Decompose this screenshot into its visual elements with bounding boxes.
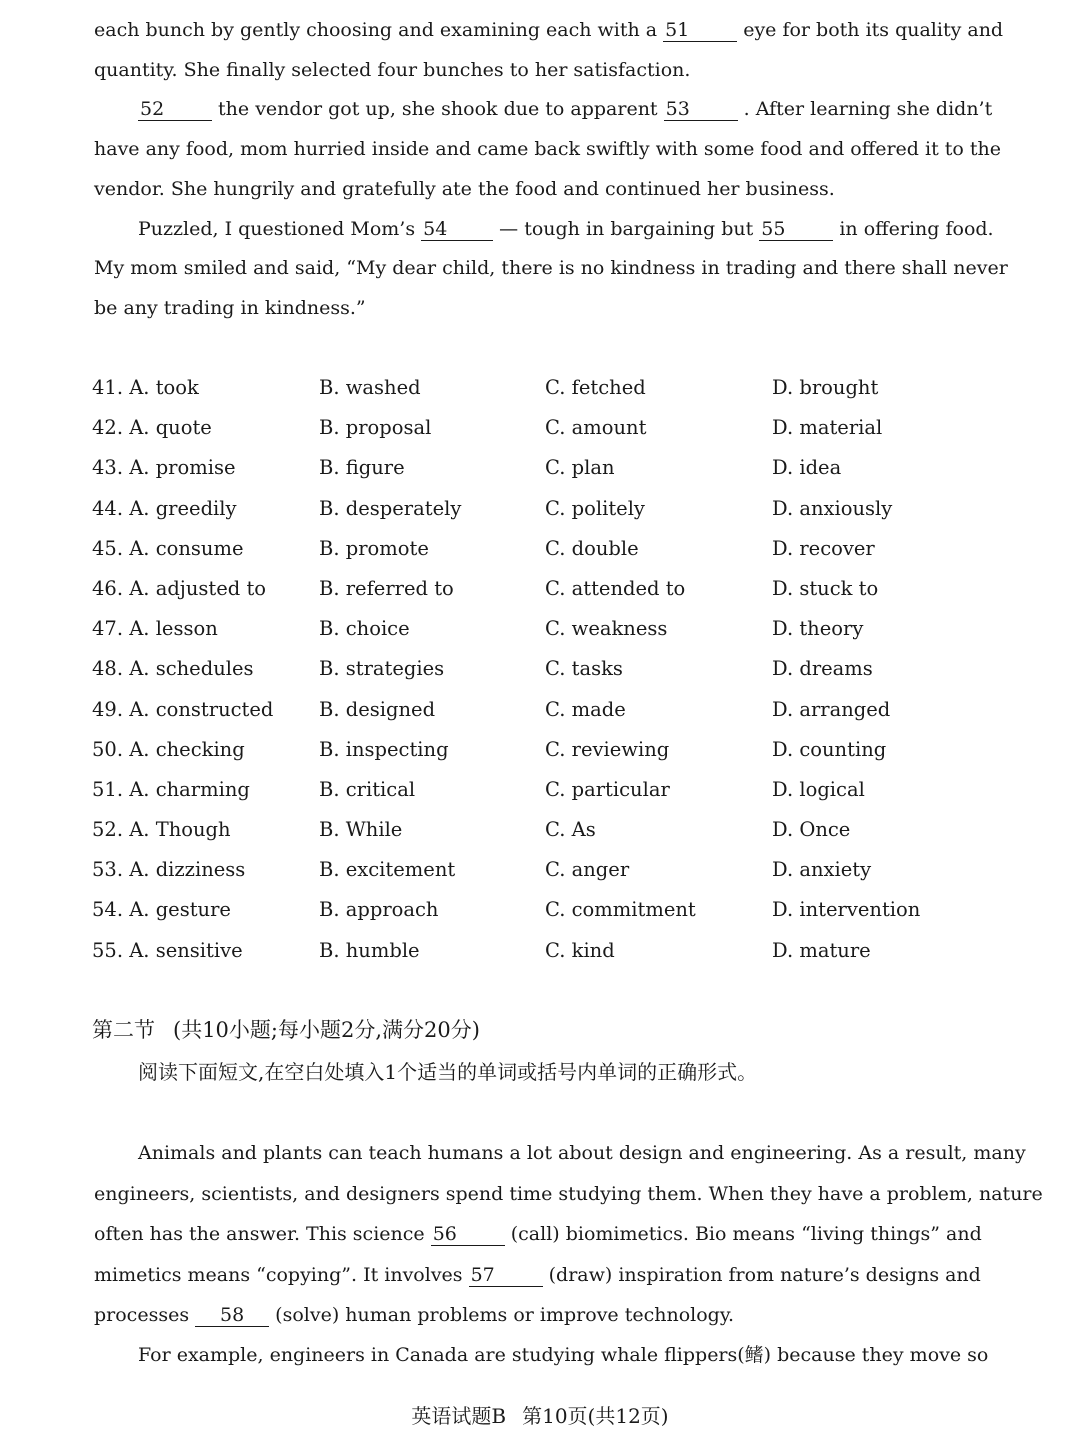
option-d: D. recover: [772, 536, 875, 560]
footer-subject: 英语试题B: [411, 1404, 507, 1428]
passage1-line-4: have any food, mom hurried inside and came back swiftly with some food and offered it to the: [94, 138, 1001, 160]
option-d: D. intervention: [772, 898, 921, 922]
option-a: 46. A. adjusted to: [92, 576, 267, 600]
option-b: B. designed: [319, 697, 436, 721]
section2-title: 第二节: [92, 1018, 155, 1042]
options-list: [92, 374, 972, 977]
option-c: C. double: [545, 536, 639, 560]
option-d: D. dreams: [772, 657, 873, 681]
text: the vendor got up, she shook due to apparent: [218, 98, 658, 120]
option-a: 44. A. greedily: [92, 496, 237, 520]
passage2-line-6: For example, engineers in Canada are studying whale flippers(鳍) because they move so: [138, 1344, 989, 1366]
option-c: C. attended to: [545, 576, 686, 600]
option-b: B. approach: [319, 898, 439, 922]
option-d: D. brought: [772, 376, 879, 399]
option-row: [92, 414, 972, 454]
option-b: B. inspecting: [319, 737, 449, 761]
text: . After learning she didn’t: [743, 98, 993, 120]
option-a: 51. A. charming: [92, 777, 250, 801]
option-d: D. anxiously: [772, 496, 893, 520]
option-a: 50. A. checking: [92, 737, 245, 761]
option-row: [92, 736, 972, 776]
option-d: D. logical: [772, 777, 865, 801]
text: processes: [94, 1304, 190, 1326]
option-d: D. counting: [772, 737, 887, 761]
passage2-line-3: [94, 1221, 982, 1247]
text: (draw) inspiration from nature’s designs and: [548, 1264, 981, 1286]
option-c: C. weakness: [545, 617, 668, 641]
option-c: C. plan: [545, 456, 615, 480]
option-a: 54. A. gesture: [92, 898, 231, 922]
text: in offering food.: [839, 218, 994, 240]
blank-51: 51: [663, 19, 737, 42]
blank-57: 57: [469, 1264, 543, 1287]
option-c: C. made: [545, 697, 626, 721]
passage1-line-5: vendor. She hungrily and gratefully ate the food and continued her business.: [94, 178, 835, 200]
option-b: B. While: [319, 818, 403, 842]
page-footer: [0, 1402, 1080, 1430]
blank-55: 55: [759, 218, 833, 241]
section2-instruction: 阅读下面短文,在空白处填入1个适当的单词或括号内单词的正确形式。: [138, 1060, 758, 1084]
option-a: 47. A. lesson: [92, 617, 218, 641]
passage1-line-6: [138, 216, 994, 242]
passage1-line-7: My mom smiled and said, “My dear child, there is no kindness in trading and there shall never: [94, 257, 1008, 279]
option-b: B. choice: [319, 617, 410, 641]
option-c: C. anger: [545, 858, 630, 882]
blank-56: 56: [431, 1223, 505, 1246]
option-row: [92, 816, 972, 856]
option-row: [92, 655, 972, 695]
option-row: [92, 856, 972, 896]
option-row: [92, 615, 972, 655]
blank-58: 58: [195, 1304, 269, 1327]
passage1-line-3: [138, 96, 993, 122]
option-b: B. excitement: [319, 858, 456, 882]
option-d: D. theory: [772, 617, 864, 641]
section2-rule: (共10小题;每小题2分,满分20分): [173, 1018, 480, 1042]
passage1-line-8: be any trading in kindness.”: [94, 297, 366, 319]
option-row: [92, 454, 972, 494]
option-row: [92, 575, 972, 615]
option-b: B. referred to: [319, 576, 454, 600]
option-c: C. commitment: [545, 898, 696, 922]
text: eye for both its quality and: [743, 19, 1004, 41]
footer-page-number: 第10页(共12页): [522, 1404, 669, 1428]
option-row: [92, 776, 972, 816]
option-d: D. idea: [772, 456, 842, 480]
option-row: [92, 535, 972, 575]
passage2-line-2: engineers, scientists, and designers spend time studying them. When they have a problem, nature: [94, 1183, 1043, 1205]
option-c: C. amount: [545, 416, 647, 440]
option-a: 53. A. dizziness: [92, 858, 246, 882]
section2-header: [92, 1016, 480, 1044]
option-d: D. stuck to: [772, 576, 879, 600]
option-a: 49. A. constructed: [92, 697, 274, 721]
option-c: C. politely: [545, 496, 645, 520]
option-c: C. fetched: [545, 376, 646, 399]
option-a: 48. A. schedules: [92, 657, 254, 681]
passage2-line-1: Animals and plants can teach humans a lot about design and engineering. As a result, many: [138, 1142, 1026, 1164]
option-b: B. figure: [319, 456, 405, 480]
option-row: [92, 495, 972, 535]
passage1-line-2: quantity. She finally selected four bunches to her satisfaction.: [94, 59, 691, 81]
option-b: B. proposal: [319, 416, 432, 440]
option-c: C. tasks: [545, 657, 623, 681]
text: Puzzled, I questioned Mom’s: [138, 218, 416, 240]
text: (call) biomimetics. Bio means “living things” and: [510, 1223, 982, 1245]
text: each bunch by gently choosing and examining each with a: [94, 19, 658, 41]
option-a: 55. A. sensitive: [92, 938, 243, 962]
passage2-line-4: [94, 1262, 981, 1288]
option-d: D. material: [772, 416, 883, 440]
option-a: 41. A. took: [92, 376, 199, 399]
option-row: [92, 896, 972, 936]
text: — tough in bargaining but: [499, 218, 754, 240]
blank-52: 52: [138, 98, 212, 121]
option-b: B. strategies: [319, 657, 445, 681]
option-b: B. humble: [319, 938, 420, 962]
option-a: 43. A. promise: [92, 456, 236, 480]
option-a: 45. A. consume: [92, 536, 244, 560]
option-b: B. washed: [319, 376, 421, 399]
passage2-line-5: [94, 1302, 964, 1328]
option-d: D. Once: [772, 818, 851, 842]
option-c: C. As: [545, 818, 596, 842]
option-row: [92, 937, 972, 977]
option-d: D. arranged: [772, 697, 891, 721]
blank-53: 53: [664, 98, 738, 121]
option-d: D. anxiety: [772, 858, 872, 882]
option-a: 42. A. quote: [92, 416, 212, 440]
option-c: C. reviewing: [545, 737, 670, 761]
option-b: B. promote: [319, 536, 429, 560]
option-c: C. particular: [545, 777, 670, 801]
text: (solve) human problems or improve technology.: [275, 1304, 735, 1326]
option-b: B. desperately: [319, 496, 462, 520]
option-a: 52. A. Though: [92, 818, 231, 842]
option-b: B. critical: [319, 777, 416, 801]
option-row: [92, 374, 972, 414]
text: often has the answer. This science: [94, 1223, 425, 1245]
option-c: C. kind: [545, 938, 615, 962]
option-row: [92, 696, 972, 736]
blank-54: 54: [421, 218, 493, 241]
text: mimetics means “copying”. It involves: [94, 1264, 463, 1286]
passage1-line-1: [94, 17, 1004, 43]
option-d: D. mature: [772, 938, 871, 962]
